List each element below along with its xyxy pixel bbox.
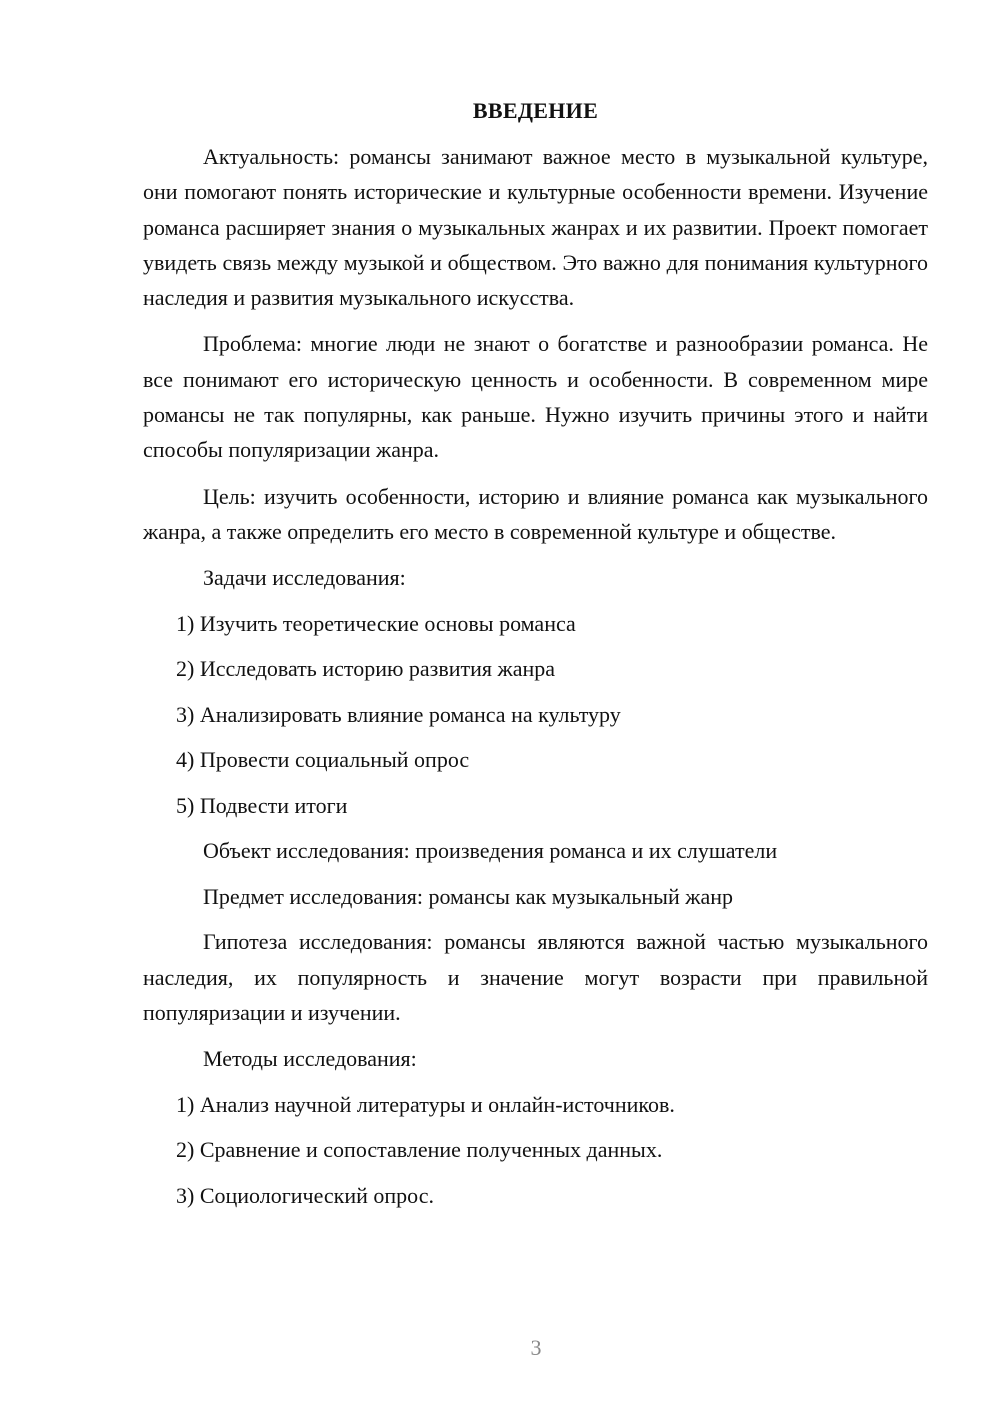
task-item: 2) Исследовать историю развития жанра <box>176 656 556 682</box>
page-title: ВВЕДЕНИЕ <box>472 98 599 123</box>
page-number: 3 <box>530 1335 542 1360</box>
tasks-heading: Задачи исследования: <box>203 565 406 591</box>
subject-line: Предмет исследования: романсы как музыкальный жанр <box>203 883 733 909</box>
relevance-paragraph: Актуальность: романсы занимают важное место в музыкальной культуре, они помогают понять исторические и культурные особенности времени. Изучение романса расширяет знания о музыкальных жанрах и их развитии. Проект помогает увидеть связь между музыкой и обществом. Это важно для понимания культурного наследия и развития музыкального искусства. <box>143 144 928 311</box>
task-item: 4) Провести социальный опрос <box>176 747 470 773</box>
methods-heading: Методы исследования: <box>203 1046 417 1072</box>
page-content <box>143 94 928 1223</box>
task-item: 3) Анализировать влияние романса на культуру <box>176 701 621 727</box>
task-item: 5) Подвести итоги <box>176 792 348 818</box>
problem-paragraph: Проблема: многие люди не знают о богатстве и разнообразии романса. Не все понимают его историческую ценность и особенности. В современном мире романсы не так популярны, как раньше. Нужно изучить причины этого и найти способы популяризации жанра. <box>143 331 928 463</box>
task-item: 1) Изучить теоретические основы романса <box>176 610 576 636</box>
object-line: Объект исследования: произведения романса и их слушатели <box>203 838 778 864</box>
method-item: 3) Социологический опрос. <box>176 1182 434 1208</box>
hypothesis-paragraph: Гипотеза исследования: романсы являются важной частью музыкального наследия, их популярность и значение могут возрасти при правильной популяризации и изучении. <box>143 929 928 1025</box>
goal-paragraph: Цель: изучить особенности, историю и влияние романса как музыкального жанра, а также определить его место в современной культуре и обществе. <box>143 483 928 544</box>
method-item: 2) Сравнение и сопоставление полученных данных. <box>176 1137 663 1163</box>
method-item: 1) Анализ научной литературы и онлайн-источников. <box>176 1091 675 1117</box>
